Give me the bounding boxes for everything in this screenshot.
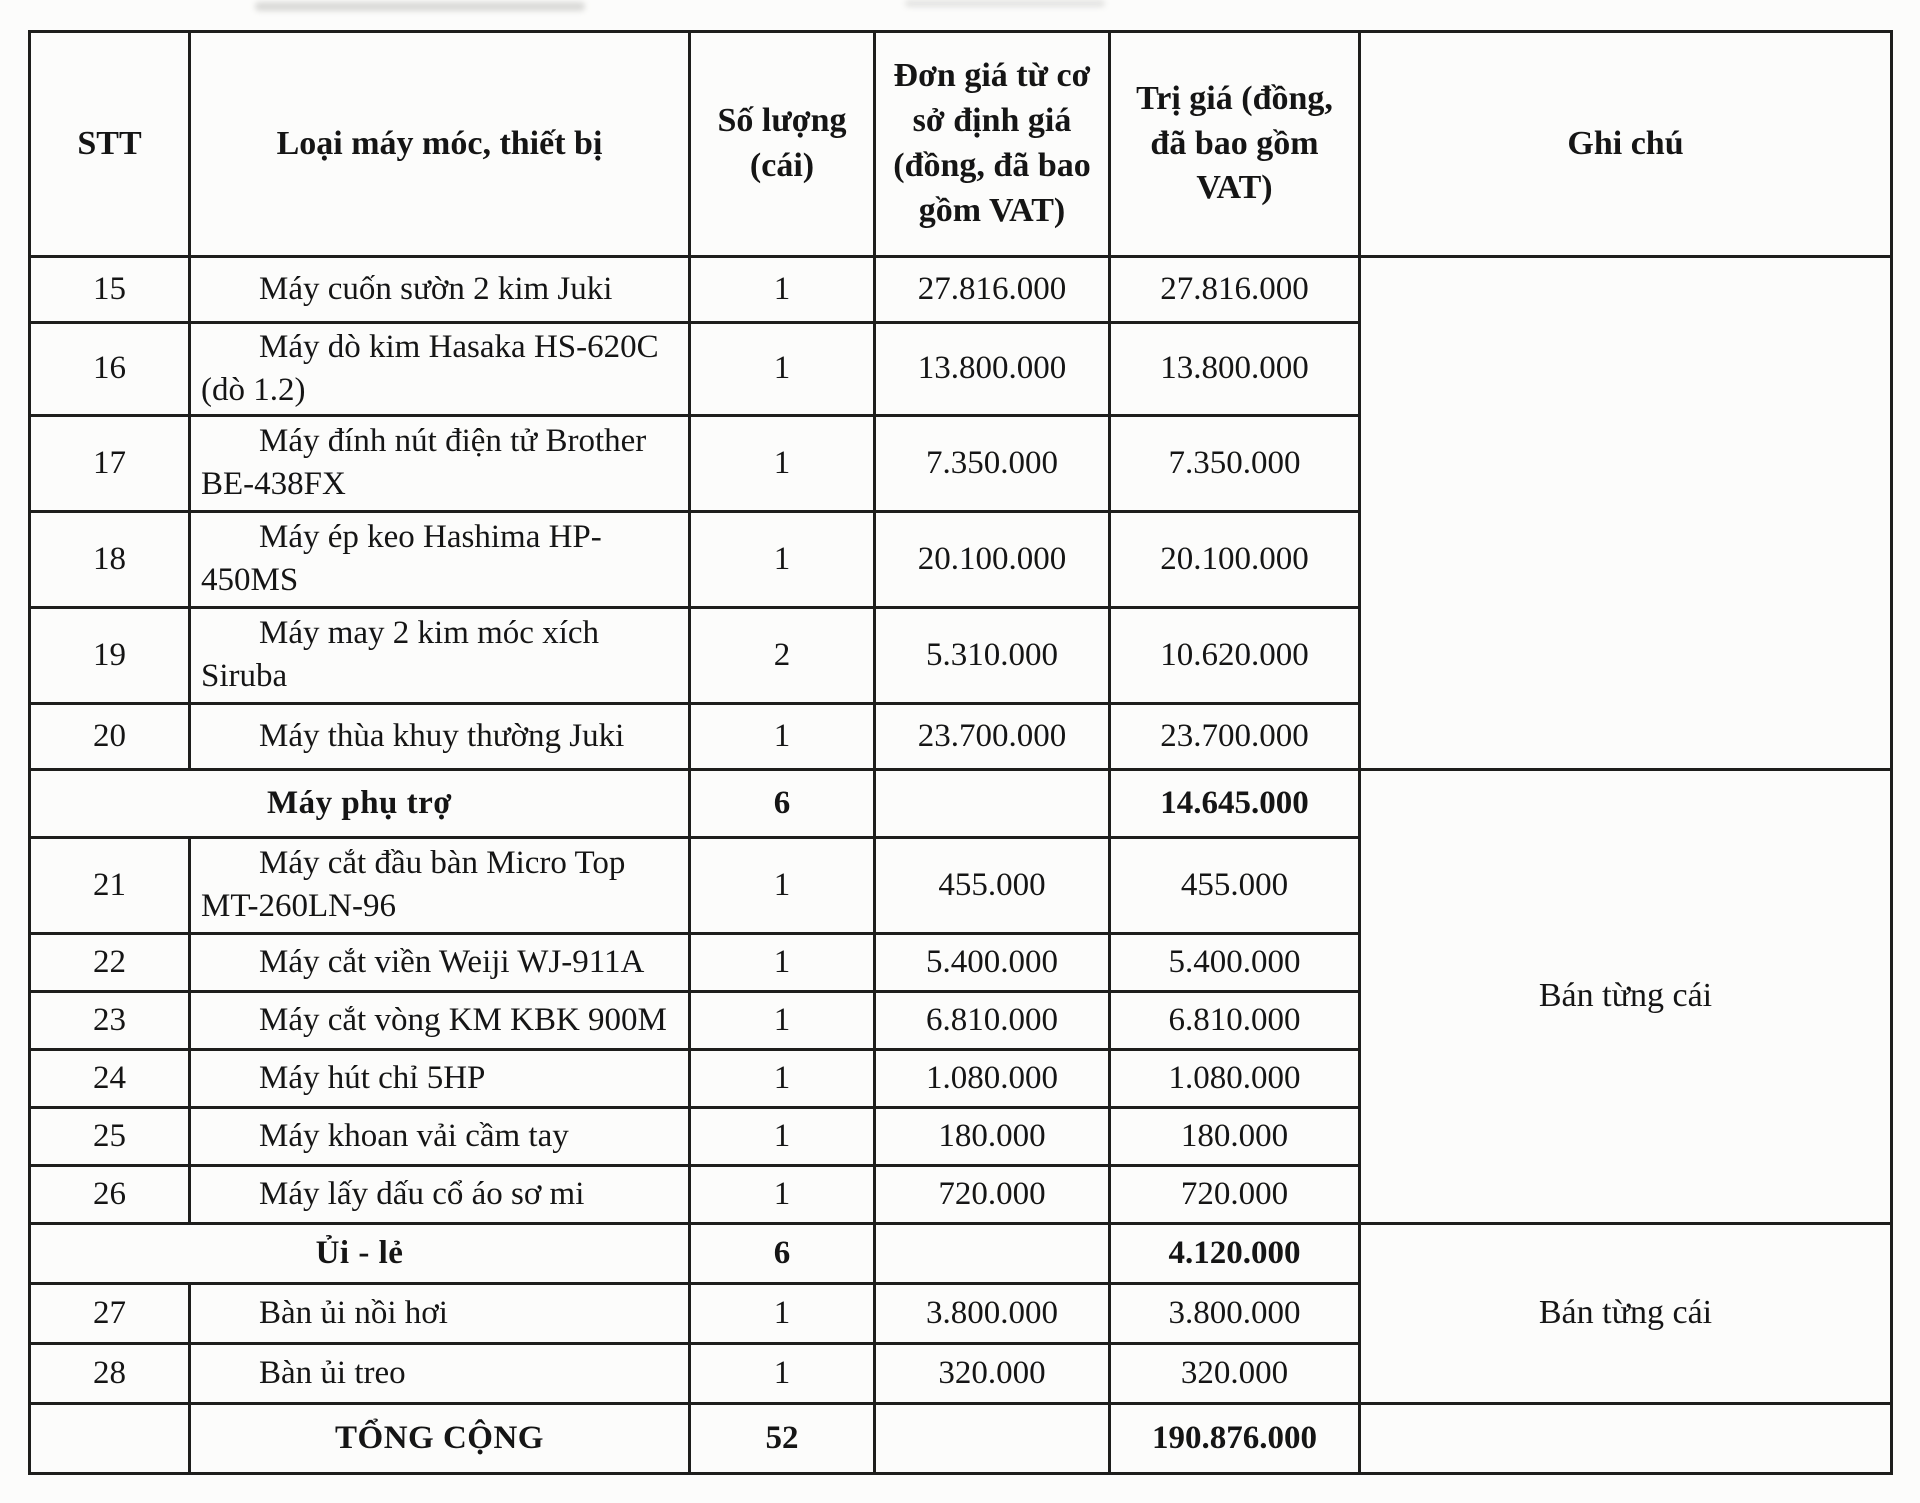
row-25-value: 180.000 xyxy=(1110,1107,1360,1165)
total-row-note-empty xyxy=(1360,1403,1892,1473)
row-23-qty: 1 xyxy=(690,991,875,1049)
row-23-stt: 23 xyxy=(30,991,190,1049)
row-25-stt: 25 xyxy=(30,1107,190,1165)
row-19-name: Máy may 2 kim móc xích Siruba xyxy=(190,607,690,703)
group-may-phu-tro-label: Máy phụ trợ xyxy=(30,769,690,837)
row-16-name: Máy dò kim Hasaka HS-620C (dò 1.2) xyxy=(190,323,690,416)
total-row-value: 190.876.000 xyxy=(1110,1403,1360,1473)
total-row-label: TỔNG CỘNG xyxy=(190,1403,690,1473)
row-27-name: Bàn ủi nồi hơi xyxy=(190,1283,690,1343)
row-24-stt: 24 xyxy=(30,1049,190,1107)
row-18-name: Máy ép keo Hashima HP-450MS xyxy=(190,511,690,607)
row-20-name: Máy thùa khuy thường Juki xyxy=(190,703,690,769)
row-17-qty: 1 xyxy=(690,415,875,511)
row-24-value: 1.080.000 xyxy=(1110,1049,1360,1107)
row-21-stt: 21 xyxy=(30,837,190,933)
row-22-unit-price: 5.400.000 xyxy=(875,933,1110,991)
row-16-unit-price: 13.800.000 xyxy=(875,323,1110,416)
row-21-value: 455.000 xyxy=(1110,837,1360,933)
row-20-qty: 1 xyxy=(690,703,875,769)
equipment-table xyxy=(28,30,1893,1475)
row-19-value: 10.620.000 xyxy=(1110,607,1360,703)
group-may-phu-tro-qty: 6 xyxy=(690,769,875,837)
row-26-qty: 1 xyxy=(690,1165,875,1223)
row-23-name: Máy cắt vòng KM KBK 900M xyxy=(190,991,690,1049)
group-ui-le-label: Ủi - lẻ xyxy=(30,1223,690,1283)
row-23-unit-price: 6.810.000 xyxy=(875,991,1110,1049)
row-17-value: 7.350.000 xyxy=(1110,415,1360,511)
row-22-name: Máy cắt viền Weiji WJ-911A xyxy=(190,933,690,991)
group-row-ui-le xyxy=(30,1223,1892,1283)
row-17-unit-price: 7.350.000 xyxy=(875,415,1110,511)
header-qty: Số lượng (cái) xyxy=(690,32,875,257)
row-22-qty: 1 xyxy=(690,933,875,991)
row-21-name: Máy cắt đầu bàn Micro Top MT-260LN-96 xyxy=(190,837,690,933)
row-28-name: Bàn ủi treo xyxy=(190,1343,690,1403)
row-27-value: 3.800.000 xyxy=(1110,1283,1360,1343)
row-16-stt: 16 xyxy=(30,323,190,416)
row-20-value: 23.700.000 xyxy=(1110,703,1360,769)
row-16-qty: 1 xyxy=(690,323,875,416)
row-22-value: 5.400.000 xyxy=(1110,933,1360,991)
row-15-qty: 1 xyxy=(690,257,875,323)
row-17-stt: 17 xyxy=(30,415,190,511)
row-19-qty: 2 xyxy=(690,607,875,703)
row-27-unit-price: 3.800.000 xyxy=(875,1283,1110,1343)
row-26-value: 720.000 xyxy=(1110,1165,1360,1223)
row-19-stt: 19 xyxy=(30,607,190,703)
table-row xyxy=(30,257,1892,323)
note-ban-tung-cai: Bán từng cái xyxy=(1360,769,1892,1223)
group-may-phu-tro-unit-price xyxy=(875,769,1110,837)
row-17-name: Máy đính nút điện tử Brother BE-438FX xyxy=(190,415,690,511)
row-28-qty: 1 xyxy=(690,1343,875,1403)
total-row-unit-price xyxy=(875,1403,1110,1473)
group-ui-le-value: 4.120.000 xyxy=(1110,1223,1360,1283)
row-25-name: Máy khoan vải cầm tay xyxy=(190,1107,690,1165)
scan-artifact xyxy=(905,0,1105,7)
row-27-qty: 1 xyxy=(690,1283,875,1343)
row-21-unit-price: 455.000 xyxy=(875,837,1110,933)
row-15-unit-price: 27.816.000 xyxy=(875,257,1110,323)
row-24-name: Máy hút chỉ 5HP xyxy=(190,1049,690,1107)
row-18-qty: 1 xyxy=(690,511,875,607)
row-27-stt: 27 xyxy=(30,1283,190,1343)
group-row-may-phu-tro xyxy=(30,769,1892,837)
row-20-stt: 20 xyxy=(30,703,190,769)
header-name: Loại máy móc, thiết bị xyxy=(190,32,690,257)
row-26-unit-price: 720.000 xyxy=(875,1165,1110,1223)
row-25-qty: 1 xyxy=(690,1107,875,1165)
row-24-unit-price: 1.080.000 xyxy=(875,1049,1110,1107)
row-15-name: Máy cuốn sườn 2 kim Juki xyxy=(190,257,690,323)
note-ban-tung-cai: Bán từng cái xyxy=(1360,1223,1892,1403)
row-24-qty: 1 xyxy=(690,1049,875,1107)
row-21-qty: 1 xyxy=(690,837,875,933)
row-16-value: 13.800.000 xyxy=(1110,323,1360,416)
header-note: Ghi chú xyxy=(1360,32,1892,257)
row-26-name: Máy lấy dấu cổ áo sơ mi xyxy=(190,1165,690,1223)
header-unit-price: Đơn giá từ cơ sở định giá (đồng, đã bao gồm VAT) xyxy=(875,32,1110,257)
header-value: Trị giá (đồng, đã bao gồm VAT) xyxy=(1110,32,1360,257)
group-ui-le-qty: 6 xyxy=(690,1223,875,1283)
row-18-value: 20.100.000 xyxy=(1110,511,1360,607)
row-25-unit-price: 180.000 xyxy=(875,1107,1110,1165)
row-28-value: 320.000 xyxy=(1110,1343,1360,1403)
row-23-value: 6.810.000 xyxy=(1110,991,1360,1049)
row-19-unit-price: 5.310.000 xyxy=(875,607,1110,703)
group-ui-le-unit-price xyxy=(875,1223,1110,1283)
row-26-stt: 26 xyxy=(30,1165,190,1223)
header-stt: STT xyxy=(30,32,190,257)
row-28-unit-price: 320.000 xyxy=(875,1343,1110,1403)
row-28-stt: 28 xyxy=(30,1343,190,1403)
group-may-phu-tro-value: 14.645.000 xyxy=(1110,769,1360,837)
row-20-unit-price: 23.700.000 xyxy=(875,703,1110,769)
total-row-qty: 52 xyxy=(690,1403,875,1473)
row-15-stt: 15 xyxy=(30,257,190,323)
total-row xyxy=(30,1403,1892,1473)
row-22-stt: 22 xyxy=(30,933,190,991)
total-row-stt-empty xyxy=(30,1403,190,1473)
row-18-stt: 18 xyxy=(30,511,190,607)
row-18-unit-price: 20.100.000 xyxy=(875,511,1110,607)
row-15-value: 27.816.000 xyxy=(1110,257,1360,323)
note-cell-empty xyxy=(1360,257,1892,770)
scan-artifact xyxy=(255,2,585,11)
table-header-row xyxy=(30,32,1892,257)
